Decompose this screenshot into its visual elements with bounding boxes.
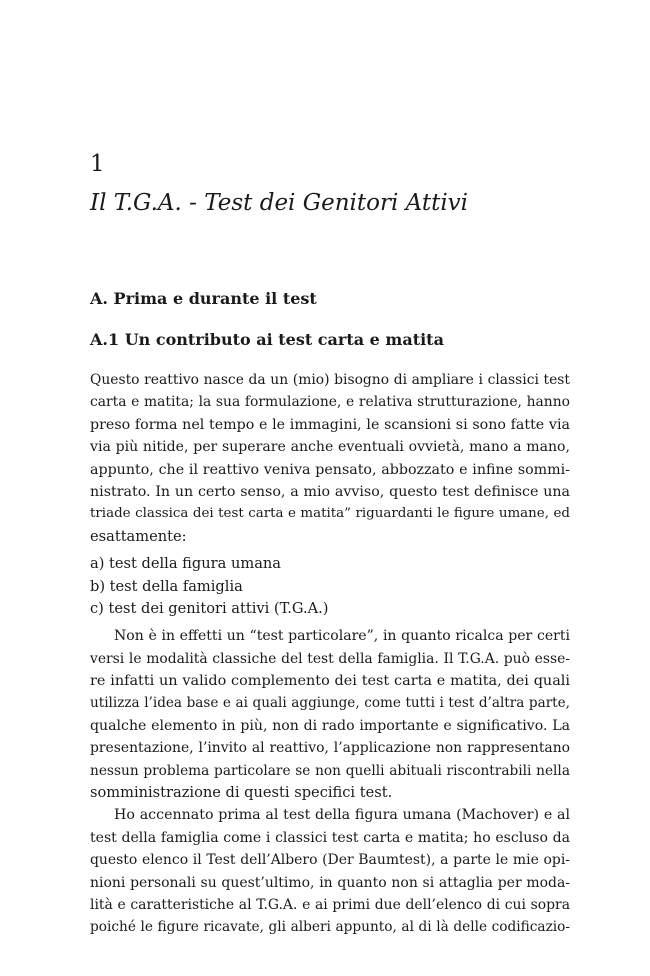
list-item: c) test dei genitori attivi (T.G.A.)	[90, 599, 329, 617]
body-text	[90, 369, 570, 939]
text-line: nistrato. In un certo senso, a mio avviso, questo test definisce una	[90, 483, 570, 500]
list	[90, 553, 570, 620]
paragraph-2	[90, 625, 570, 804]
section-heading-a1: A.1 Un contributo ai test carta e matita	[90, 330, 444, 349]
text-line: re infatti un valido complemento dei test carta e matita, dei quali	[90, 673, 570, 690]
chapter-number: 1	[90, 151, 105, 177]
text-line: Ho accennato prima al test della figura umana (Machover) e al	[114, 807, 570, 824]
text-line: presentazione, l’invito al reattivo, l’applicazione non rappresentano	[90, 740, 570, 757]
text-line: Questo reattivo nasce da un (mio) bisogno di ampliare i classici test	[90, 372, 570, 388]
paragraph-3	[90, 804, 570, 938]
list-item: a) test della figura umana	[90, 555, 282, 573]
section-heading-a: A. Prima e durante il test	[90, 289, 317, 308]
text-line: via più nitide, per superare anche eventuali ovvietà, mano a mano,	[90, 439, 570, 456]
text-line: Non è in effetti un “test particolare”, in quanto ricalca per certi	[114, 628, 570, 645]
text-line: lità e caratteristiche al T.G.A. e ai primi due dell’elenco di cui sopra	[90, 896, 570, 913]
text-line: nioni personali su quest’ultimo, in quanto non si attaglia per moda-	[90, 874, 570, 891]
text-line: poiché le figure ricavate, gli alberi appunto, al di là delle codificazio-	[90, 919, 570, 936]
text-line: questo elenco il Test dell’Albero (Der Baumtest), a parte le mie opi-	[90, 852, 570, 869]
chapter-title: Il T.G.A. - Test dei Genitori Attivi	[90, 190, 469, 216]
text-line: preso forma nel tempo e le immagini, le scansioni si sono fatte via	[90, 416, 570, 433]
text-line: utilizza l’idea base e ai quali aggiunge, come tutti i test d’altra parte,	[90, 695, 570, 712]
text-line: appunto, che il reattivo veniva pensato, abbozzato e infine sommi-	[90, 461, 570, 478]
list-item: b) test della famiglia	[90, 577, 243, 595]
paragraph-1	[90, 369, 570, 548]
text-line: test della famiglia come i classici test carta e matita; ho escluso da	[90, 829, 570, 846]
text-line: somministrazione di questi specifici test.	[90, 784, 393, 802]
text-line: nessun problema particolare se non quelli abituali riscontrabili nella	[90, 762, 570, 779]
text-line: triade classica dei test carta e matita” riguardanti le figure umane, ed	[90, 506, 570, 522]
text-line: versi le modalità classiche del test della famiglia. Il T.G.A. può esse-	[90, 650, 570, 667]
text-line: qualche elemento in più, non di rado importante e significativo. La	[90, 717, 570, 734]
text-line: esattamente:	[90, 527, 187, 545]
text-line: carta e matita; la sua formulazione, e relativa strutturazione, hanno	[90, 394, 570, 411]
